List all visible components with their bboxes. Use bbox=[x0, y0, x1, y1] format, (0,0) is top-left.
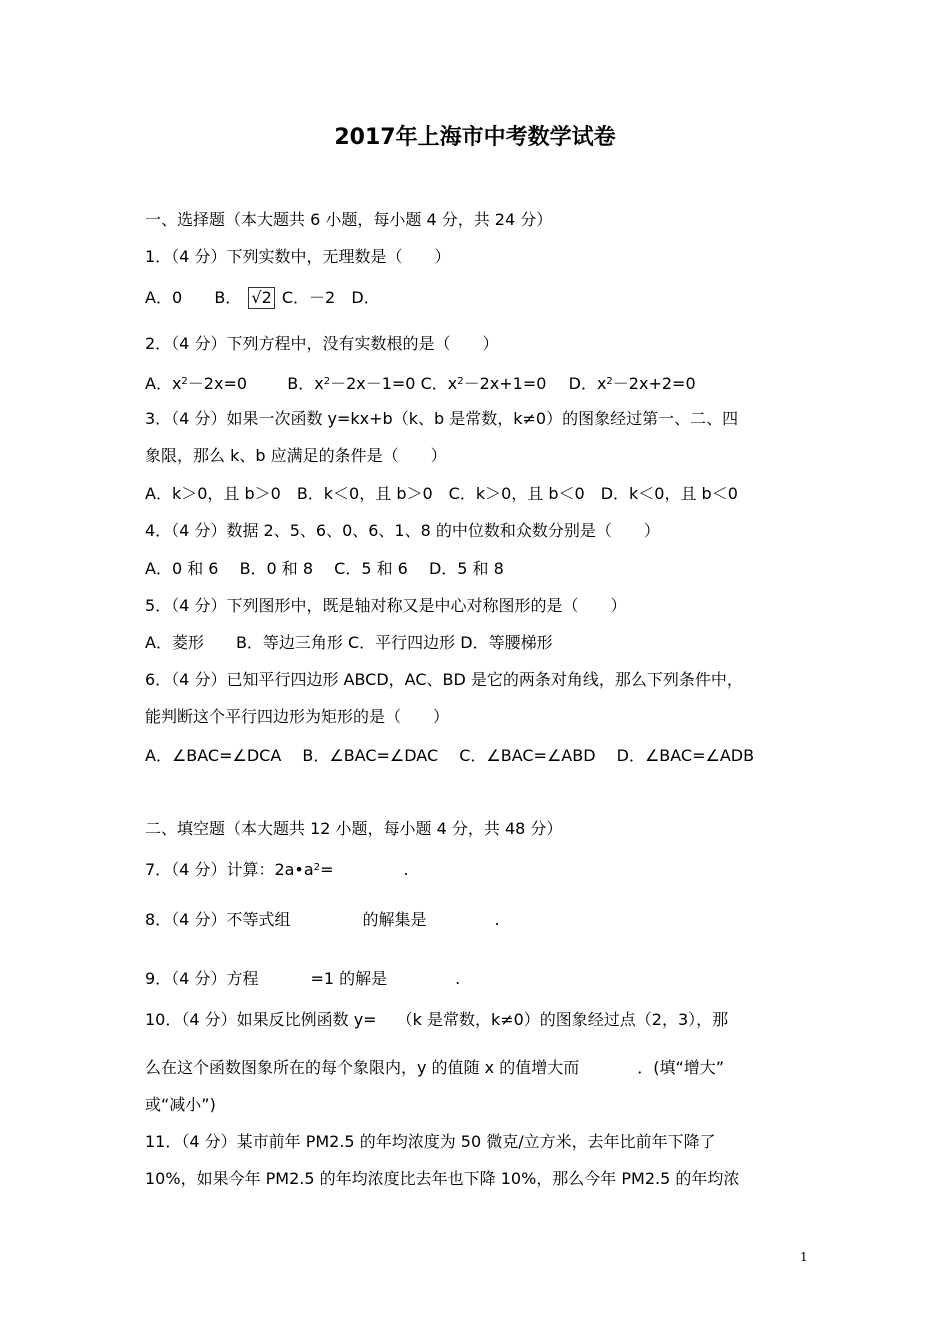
question-3-options: A．k＞0，且 b＞0 B．k＜0，且 b＞0 C．k＞0，且 b＜0 D．k＜0，且 b＜0 bbox=[145, 484, 738, 503]
section-heading-choice: 一、选择题（本大题共 6 小题，每小题 4 分，共 24 分） bbox=[145, 210, 553, 229]
question-3-line-2: 象限，那么 k、b 应满足的条件是（ ） bbox=[145, 446, 447, 465]
question-11-line-2: 10%，如果今年 PM2.5 的年均浓度比去年也下降 10%，那么今年 PM2.5 的年均浓 bbox=[145, 1169, 740, 1188]
answer-blank-end: . bbox=[455, 969, 461, 988]
option-c: C．x bbox=[420, 374, 458, 393]
question-1-options bbox=[145, 286, 380, 310]
sqrt-two-formula: √2 bbox=[248, 287, 274, 309]
option-a: A．0 bbox=[145, 288, 183, 307]
question-1: 1．（4 分）下列实数中，无理数是（ ） bbox=[145, 247, 451, 266]
question-10-line-1 bbox=[145, 1008, 728, 1032]
question-4-options: A．0 和 6 B．0 和 8 C．5 和 6 D．5 和 8 bbox=[145, 559, 504, 578]
question-5: 5．（4 分）下列图形中，既是轴对称又是中心对称图形的是（ ） bbox=[145, 596, 627, 615]
answer-blank-end: . bbox=[403, 860, 409, 879]
option-c-rest: －2x+1=0 bbox=[463, 374, 547, 393]
question-9-text: 9．（4 分）方程 bbox=[145, 969, 259, 988]
question-10-line-3: 或“减小”) bbox=[145, 1095, 216, 1114]
exponent: 2 bbox=[606, 376, 613, 387]
question-9 bbox=[145, 967, 460, 991]
question-3-line-1: 3．（4 分）如果一次函数 y=kx+b（k、b 是常数，k≠0）的图象经过第一、二、四 bbox=[145, 409, 739, 428]
question-8-text: 8．（4 分）不等式组 bbox=[145, 910, 291, 929]
option-a-rest: －2x=0 bbox=[187, 374, 248, 393]
section-heading-fill: 二、填空题（本大题共 12 小题，每小题 4 分，共 48 分） bbox=[145, 819, 563, 838]
answer-blank-end: . bbox=[494, 910, 500, 929]
option-b: B． bbox=[214, 288, 242, 307]
question-6-line-2: 能判断这个平行四边形为矩形的是（ ） bbox=[145, 707, 450, 726]
question-7 bbox=[145, 856, 409, 882]
option-a: A．x bbox=[145, 374, 182, 393]
equals-sign: = bbox=[320, 860, 334, 879]
question-10-text-4: ．(填“增大” bbox=[637, 1058, 725, 1077]
question-4: 4．（4 分）数据 2、5、6、0、6、1、8 的中位数和众数分别是（ ） bbox=[145, 521, 660, 540]
option-d: D． bbox=[351, 288, 380, 307]
question-9-text-2: =1 的解是 bbox=[310, 969, 388, 988]
question-6-line-1: 6．（4 分）已知平行四边形 ABCD，AC、BD 是它的两条对角线，那么下列条件中， bbox=[145, 670, 743, 689]
question-10-text-3: 么在这个函数图象所在的每个象限内，y 的值随 x 的值增大而 bbox=[145, 1058, 580, 1077]
page-number: 1 bbox=[800, 1250, 808, 1264]
option-b: B．x bbox=[287, 374, 324, 393]
question-2-options bbox=[145, 370, 696, 396]
question-10-text-2: （k 是常数，k≠0）的图象经过点（2，3），那 bbox=[396, 1010, 729, 1029]
exponent: 2 bbox=[181, 376, 188, 387]
page-title: 2017年上海市中考数学试卷 bbox=[334, 125, 616, 150]
question-8 bbox=[145, 908, 500, 932]
exponent: 2 bbox=[323, 376, 331, 387]
option-d: D．x bbox=[568, 374, 607, 393]
exponent: 2 bbox=[313, 862, 321, 873]
question-10-line-2 bbox=[145, 1056, 724, 1080]
question-11-line-1: 11．（4 分）某市前年 PM2.5 的年均浓度为 50 微克/立方米，去年比前年下降了 bbox=[145, 1132, 716, 1151]
option-c: C．－2 bbox=[281, 288, 336, 307]
option-b-rest: －2x－1=0 bbox=[330, 374, 416, 393]
question-10-text: 10．（4 分）如果反比例函数 y= bbox=[145, 1010, 377, 1029]
question-2: 2．（4 分）下列方程中，没有实数根的是（ ） bbox=[145, 334, 499, 353]
question-7-text: 7．（4 分）计算：2a•a bbox=[145, 860, 314, 879]
question-5-options: A．菱形 B．等边三角形 C．平行四边形 D．等腰梯形 bbox=[145, 633, 553, 652]
option-d-rest: －2x+2=0 bbox=[612, 374, 696, 393]
question-6-options: A．∠BAC=∠DCA B．∠BAC=∠DAC C．∠BAC=∠ABD D．∠BAC=∠ADB bbox=[145, 746, 755, 765]
exponent: 2 bbox=[457, 376, 464, 387]
question-8-text-2: 的解集是 bbox=[362, 910, 427, 929]
